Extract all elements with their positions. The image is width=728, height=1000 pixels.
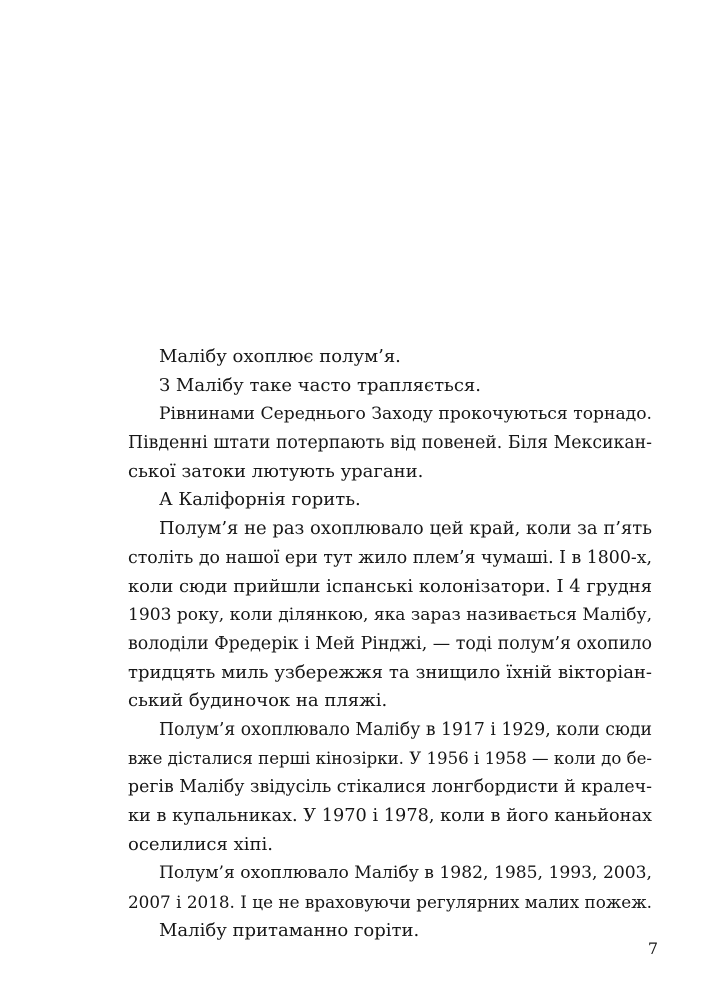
text-line: оселилися хіпі. bbox=[128, 833, 273, 855]
text-line: Південні штати потерпають від повеней. Біля Мексикан- bbox=[128, 433, 652, 454]
text-line: 1903 року, коли ділянкою, яка зараз називається Малібу, bbox=[128, 605, 652, 626]
text-line: ський будиночок на пляжі. bbox=[128, 690, 388, 712]
text-line: вже дісталися перші кінозірки. У 1956 і 1958 — коли до бе- bbox=[128, 748, 652, 768]
text-line: А Каліфорнія горить. bbox=[159, 489, 361, 511]
text-line: Малібу охоплює полум’я. bbox=[159, 346, 401, 367]
text-line: Полум’я охоплювало Малібу в 1917 і 1929, коли сюди bbox=[159, 719, 652, 740]
text-line: коли сюди прийшли іспанські колонізатори. І 4 грудня bbox=[128, 575, 652, 597]
text-line: Рівнинами Середнього Заходу прокочуються торнадо. bbox=[159, 404, 652, 425]
text-line: регів Малібу звідусіль стікалися лонгбордисти й кралеч- bbox=[128, 777, 652, 798]
text-line: Малібу притаманно горіти. bbox=[159, 919, 420, 941]
text-line: ки в купальниках. У 1970 і 1978, коли в його каньйонах bbox=[128, 806, 652, 826]
text-line: Полум’я не раз охоплювало цей край, коли за п’ять bbox=[159, 518, 652, 540]
body-text bbox=[128, 343, 652, 945]
text-line: володіли Фредерік і Мей Рінджі, — тоді полум’я охопило bbox=[128, 633, 652, 654]
text-line: Полум’я охоплювало Малібу в 1982, 1985, 1993, 2003, bbox=[159, 863, 652, 884]
text-line: 2007 і 2018. І це не враховуючи регулярних малих пожеж. bbox=[128, 892, 652, 913]
text-line: століть до нашої ери тут жило плем’я чумаші. І в 1800-х, bbox=[128, 547, 652, 568]
text-line: З Малібу таке часто трапляється. bbox=[159, 374, 481, 396]
text-line: ської затоки лютують урагани. bbox=[128, 460, 424, 482]
page-number: 7 bbox=[647, 939, 658, 958]
text-line: тридцять миль узбережжя та знищило їхній вікторіан- bbox=[128, 661, 652, 683]
